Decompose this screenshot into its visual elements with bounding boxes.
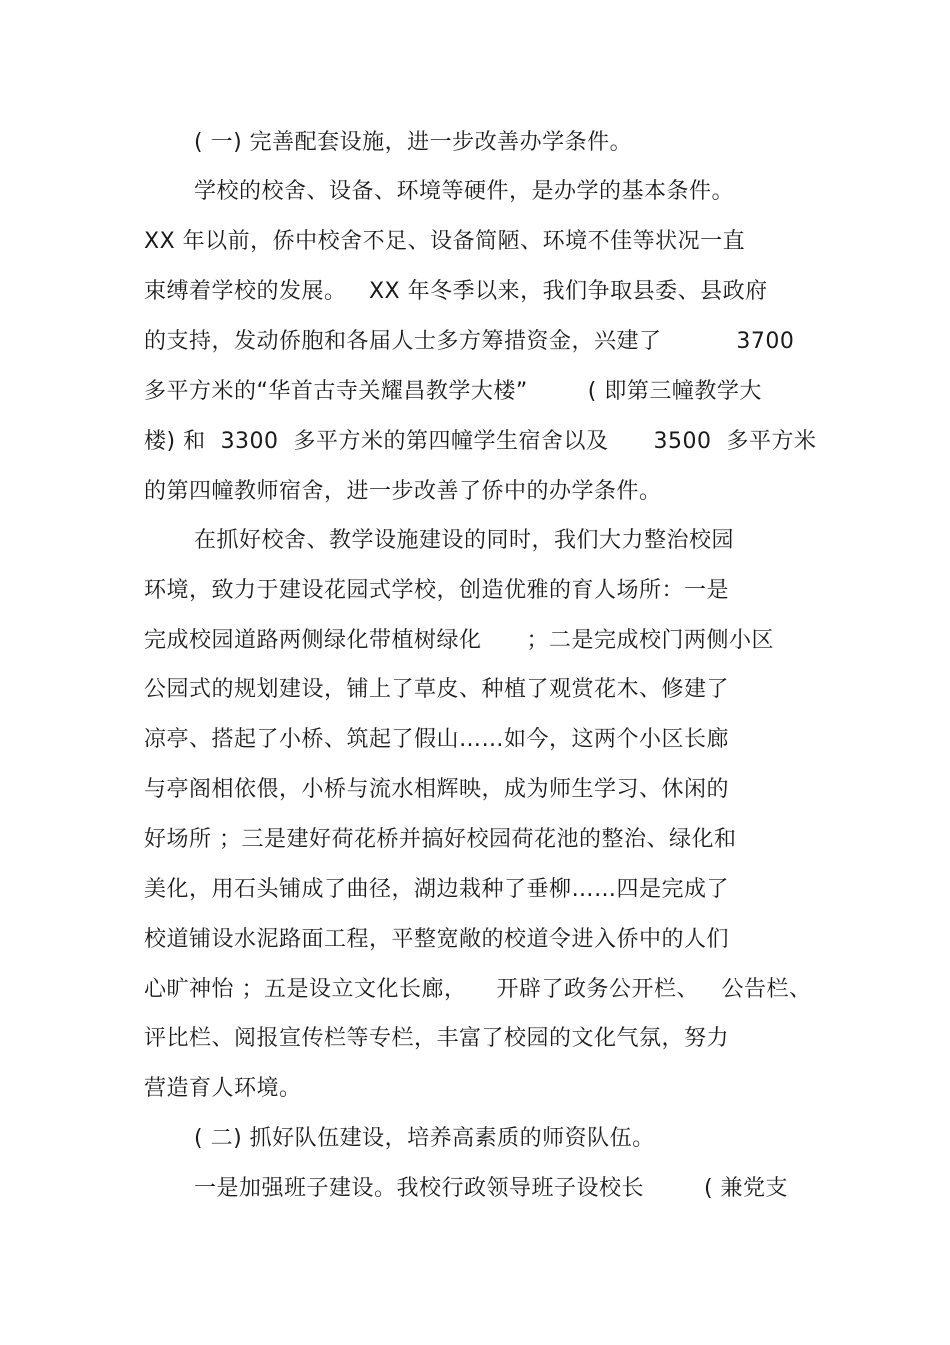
paragraph-line: 评比栏、阅报宣传栏等专栏，丰富了校园的文化气氛，努力 bbox=[144, 1026, 730, 1051]
paragraph-line: 在抓好校舍、教学设施建设的同时，我们大力整治校园 bbox=[194, 528, 735, 553]
paragraph-line: 营造育人环境。 bbox=[144, 1076, 302, 1101]
paragraph-line: 多平方米的“华首古寺关耀昌教学大楼” ( 即第三幢教学大 bbox=[144, 379, 762, 404]
paragraph-line: 与亭阁相依偎，小桥与流水相辉映，成为师生学习、休闲的 bbox=[144, 777, 730, 802]
paragraph-line: 学校的校舍、设备、环境等硬件，是办学的基本条件。 bbox=[194, 179, 735, 204]
paragraph-line: XX 年以前，侨中校舍不足、设备简陋、环境不佳等状况一直 bbox=[144, 229, 746, 254]
paragraph-line: 束缚着学校的发展。 XX 年冬季以来，我们争取县委、县政府 bbox=[144, 279, 768, 304]
paragraph-line: 的支持，发动侨胞和各届人士多方筹措资金，兴建了 3700 bbox=[144, 329, 795, 354]
paragraph-line: 楼) 和 3300 多平方米的第四幢学生宿舍以及 3500 多平方米 bbox=[144, 429, 817, 454]
paragraph-line: 凉亭、搭起了小桥、筑起了假山……如今，这两个小区长廊 bbox=[144, 727, 730, 752]
paragraph-line: 美化，用石头铺成了曲径，湖边栽种了垂柳……四是完成了 bbox=[144, 877, 730, 902]
paragraph-line: 完成校园道路两侧绿化带植树绿化 ；二是完成校门两侧小区 bbox=[144, 628, 774, 653]
section-heading-1: ( 一) 完善配套设施，进一步改善办学条件。 bbox=[194, 130, 633, 155]
paragraph-line: 环境，致力于建设花园式学校，创造优雅的育人场所：一是 bbox=[144, 578, 730, 603]
paragraph-line: 校道铺设水泥路面工程，平整宽敞的校道令进入侨中的人们 bbox=[144, 927, 730, 952]
section-heading-2: ( 二) 抓好队伍建设，培养高素质的师资队伍。 bbox=[194, 1126, 655, 1151]
paragraph-line: 公园式的规划建设，铺上了草皮、种植了观赏花木、修建了 bbox=[144, 677, 730, 702]
paragraph-line: 好场所 ；三是建好荷花桥并搞好校园荷花池的整治、绿化和 bbox=[144, 827, 737, 852]
paragraph-line: 的第四幢教师宿舍，进一步改善了侨中的办学条件。 bbox=[144, 479, 662, 504]
paragraph-line: 心旷神怡 ；五是设立文化长廊， 开辟了政务公开栏、 公告栏、 bbox=[144, 977, 812, 1002]
paragraph-line: 一是加强班子建设。我校行政领导班子设校长 ( 兼党支 bbox=[194, 1176, 789, 1201]
